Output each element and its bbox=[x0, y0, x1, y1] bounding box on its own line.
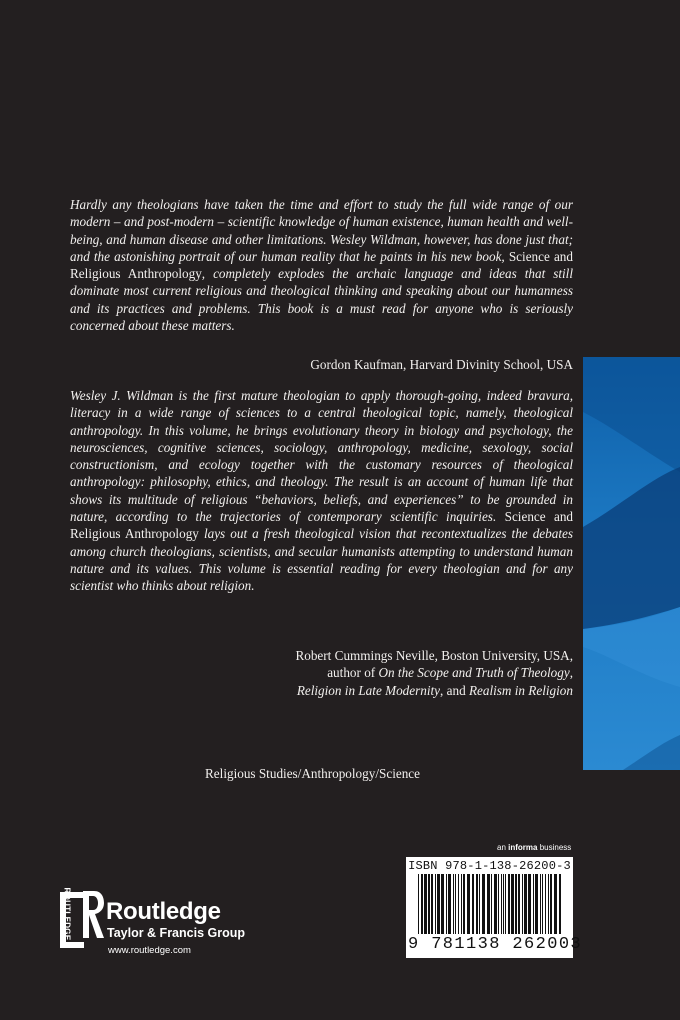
barcode-bar bbox=[448, 874, 451, 934]
barcode-bar bbox=[533, 874, 534, 934]
barcode-bar bbox=[550, 874, 552, 934]
barcode-bar bbox=[463, 874, 465, 934]
barcode-bar bbox=[453, 874, 454, 934]
barcode-bar bbox=[472, 874, 474, 934]
barcode-bar bbox=[421, 874, 423, 934]
barcode-bar bbox=[524, 874, 527, 934]
barcode-bar bbox=[535, 874, 538, 934]
barcode-bar bbox=[424, 874, 427, 934]
barcode-bar bbox=[528, 874, 531, 934]
routledge-vertical-label: ROUTLEDGE bbox=[62, 887, 72, 941]
barcode-bar bbox=[455, 874, 456, 934]
barcode-bar bbox=[518, 874, 520, 934]
review-quote-1: Hardly any theologians have taken the time and effort to study the full wide range of our modern – and post-modern – scientific knowledge of human existence, human health and well-being, and human disease and other limitations. Wesley Wildman, however, has done just that; and the astonishing portrait of our human reality that he paints in his new book, Science and Religious Anthropology, completely explodes the archaic language and ideas that still dominate most current religious and theological thinking and speaking about our humanness and its practices and problems. This book is a must read for anyone who is seriously concerned about these matters. bbox=[70, 197, 573, 334]
barcode-bar bbox=[505, 874, 506, 934]
book-title: Science and Religious Anthropology bbox=[70, 509, 574, 542]
barcode-bars bbox=[416, 874, 566, 936]
barcode-bar bbox=[542, 874, 543, 934]
ean-text: 9 781138 262003 bbox=[408, 935, 583, 954]
barcode-bar bbox=[498, 874, 499, 934]
review-attribution-2: Robert Cummings Neville, Boston University, USA, author of On the Scope and Truth of Theology, Religion in Late Modernity, and Realism in Religion bbox=[295, 648, 573, 698]
barcode-bar bbox=[431, 874, 433, 934]
barcode-bar bbox=[461, 874, 462, 934]
barcode-bar bbox=[501, 874, 502, 934]
barcode-bar bbox=[482, 874, 485, 934]
barcode-bar bbox=[554, 874, 557, 934]
publisher-name: Routledge bbox=[106, 898, 221, 925]
barcode-bar bbox=[487, 874, 490, 934]
barcode-bar bbox=[559, 874, 561, 934]
publisher-group: Taylor & Francis Group bbox=[107, 926, 245, 940]
barcode-bar bbox=[494, 874, 497, 934]
review-quote-2: Wesley J. Wildman is the first mature theologian to apply thorough-going, indeed bravura, literacy in a wide range of sciences to a central theological topic, namely, theological anthropology. In this volume, he brings evolutionary theory in biology and psychology, the neurosciences, cognitive sciences, sociology, anthropology, medicine, sexology, social constructionism, and ecology together with the customary resources of theological anthropology: philosophy, ethics, and theology. The result is an account of human life that shows its multitude of religious “behaviors, beliefs, and experiences” to be grounded in nature, according to the trajectories of contemporary scientific inquiries. Science and Religious Anthropology lays out a fresh theological vision that recontextualizes the debates among church theologians, scientists, and secular humanists attempting to understand human nature and its values. This volume is essential reading for every theologian and for any scientist who thinks about religion. bbox=[70, 388, 574, 594]
barcode-bar bbox=[522, 874, 523, 934]
barcode-bar bbox=[441, 874, 444, 934]
barcode-bar bbox=[418, 874, 419, 934]
barcode-bar bbox=[437, 874, 440, 934]
barcode-bar bbox=[446, 874, 447, 934]
barcode-bar bbox=[491, 874, 492, 934]
routledge-r-mark bbox=[80, 888, 106, 942]
publisher-url: www.routledge.com bbox=[108, 945, 191, 956]
barcode-bar bbox=[476, 874, 478, 934]
review-attribution-1: Gordon Kaufman, Harvard Divinity School, USA bbox=[310, 357, 573, 372]
barcode bbox=[406, 857, 583, 958]
barcode-bar bbox=[467, 874, 470, 934]
barcode-bar bbox=[479, 874, 480, 934]
barcode-bar bbox=[545, 874, 546, 934]
subject-category: Religious Studies/Anthropology/Science bbox=[205, 766, 421, 781]
cover-blue-image bbox=[583, 357, 680, 770]
book-title: Science and Religious Anthropology bbox=[70, 248, 573, 282]
barcode-bar bbox=[508, 874, 510, 934]
informa-tagline: an informa business bbox=[497, 843, 572, 852]
barcode-bar bbox=[503, 874, 504, 934]
barcode-bar bbox=[428, 874, 430, 934]
barcode-bar bbox=[458, 874, 459, 934]
barcode-bar bbox=[511, 874, 514, 934]
isbn-text: ISBN 978-1-138-26200-3 bbox=[408, 859, 571, 873]
barcode-bar bbox=[548, 874, 549, 934]
barcode-bar bbox=[540, 874, 541, 934]
barcode-bar bbox=[435, 874, 436, 934]
barcode-bar bbox=[515, 874, 517, 934]
